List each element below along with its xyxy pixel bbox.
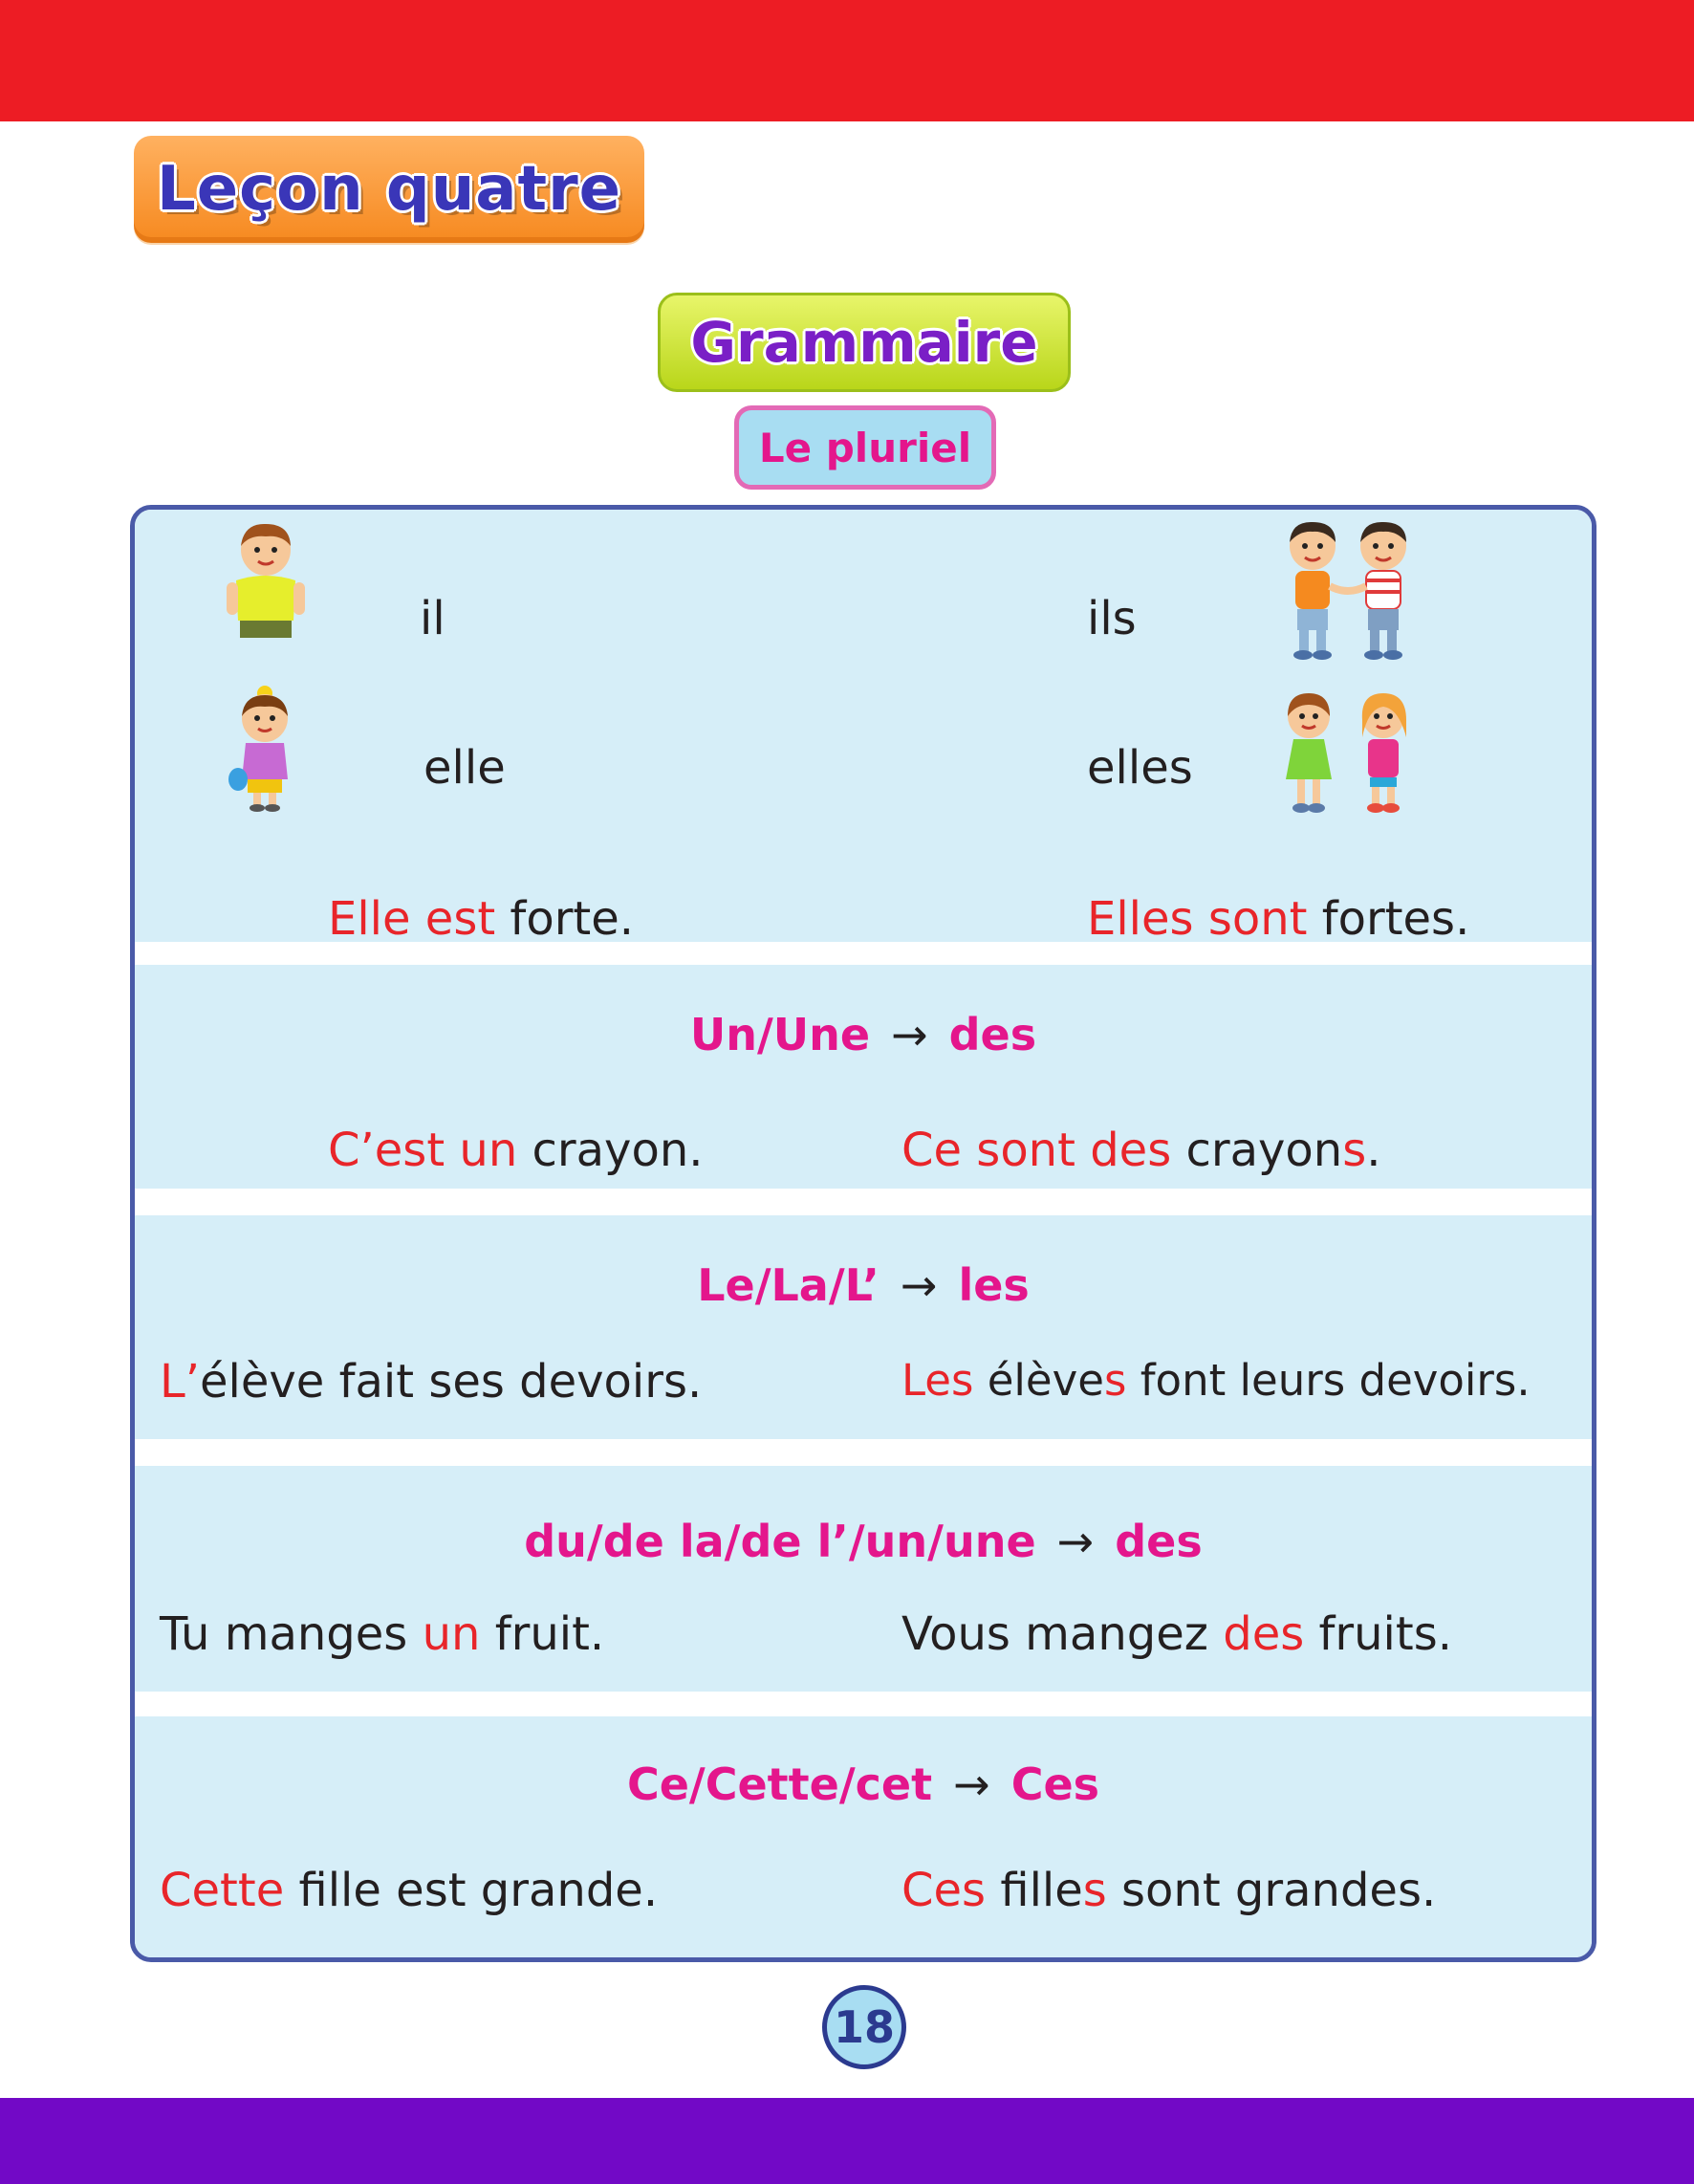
girl-icon — [225, 684, 305, 814]
partitive-plural-example: Vous mangez des fruits. — [901, 1607, 1452, 1661]
partitive-section — [135, 1466, 1592, 1692]
partitive-rule: du/de la/de l’/un/une → des — [524, 1516, 1203, 1567]
example-singular-pronoun: Elle est forte. — [328, 892, 635, 946]
grammar-badge — [658, 293, 1071, 392]
partitive-singular-example: Tu manges un fruit. — [160, 1607, 605, 1661]
two-girls-icon — [1272, 688, 1422, 818]
indefinite-section — [135, 965, 1592, 1189]
demonstrative-plural-example: Ces filles sont grandes. — [901, 1864, 1437, 1917]
page-number-badge — [822, 1985, 906, 2069]
definite-plural-example: Les élèves font leurs devoirs. — [901, 1355, 1531, 1406]
pronoun-il: il — [420, 592, 445, 645]
demonstrative-section — [135, 1716, 1592, 1962]
grammar-label: Grammaire — [690, 310, 1038, 375]
grammar-panel — [130, 505, 1596, 1962]
definite-section — [135, 1215, 1592, 1439]
indefinite-plural-example: Ce sont des crayons. — [901, 1124, 1381, 1177]
pronoun-elles: elles — [1087, 741, 1193, 795]
pronoun-elle: elle — [424, 741, 506, 795]
lesson-title-badge — [134, 136, 644, 243]
pronoun-ils: ils — [1087, 592, 1137, 645]
lesson-title: Leçon quatre — [156, 154, 622, 225]
demonstrative-rule: Ce/Cette/cet → Ces — [626, 1758, 1100, 1810]
top-color-bar — [0, 0, 1694, 121]
indefinite-rule: Un/Une → des — [689, 1009, 1037, 1060]
definite-singular-example: L’élève fait ses devoirs. — [160, 1355, 703, 1409]
definite-rule: Le/La/L’ → les — [697, 1259, 1030, 1311]
two-boys-icon — [1274, 519, 1423, 663]
demonstrative-singular-example: Cette fille est grande. — [160, 1864, 659, 1917]
topic-badge — [734, 405, 996, 490]
pronoun-section — [135, 510, 1592, 946]
topic-label: Le pluriel — [758, 424, 972, 471]
page-number: 18 — [833, 2001, 895, 2053]
example-plural-pronoun: Elles sont fortes. — [1087, 892, 1470, 946]
boy-icon — [223, 521, 309, 640]
bottom-color-bar — [0, 2098, 1694, 2184]
indefinite-singular-example: C’est un crayon. — [328, 1124, 704, 1177]
